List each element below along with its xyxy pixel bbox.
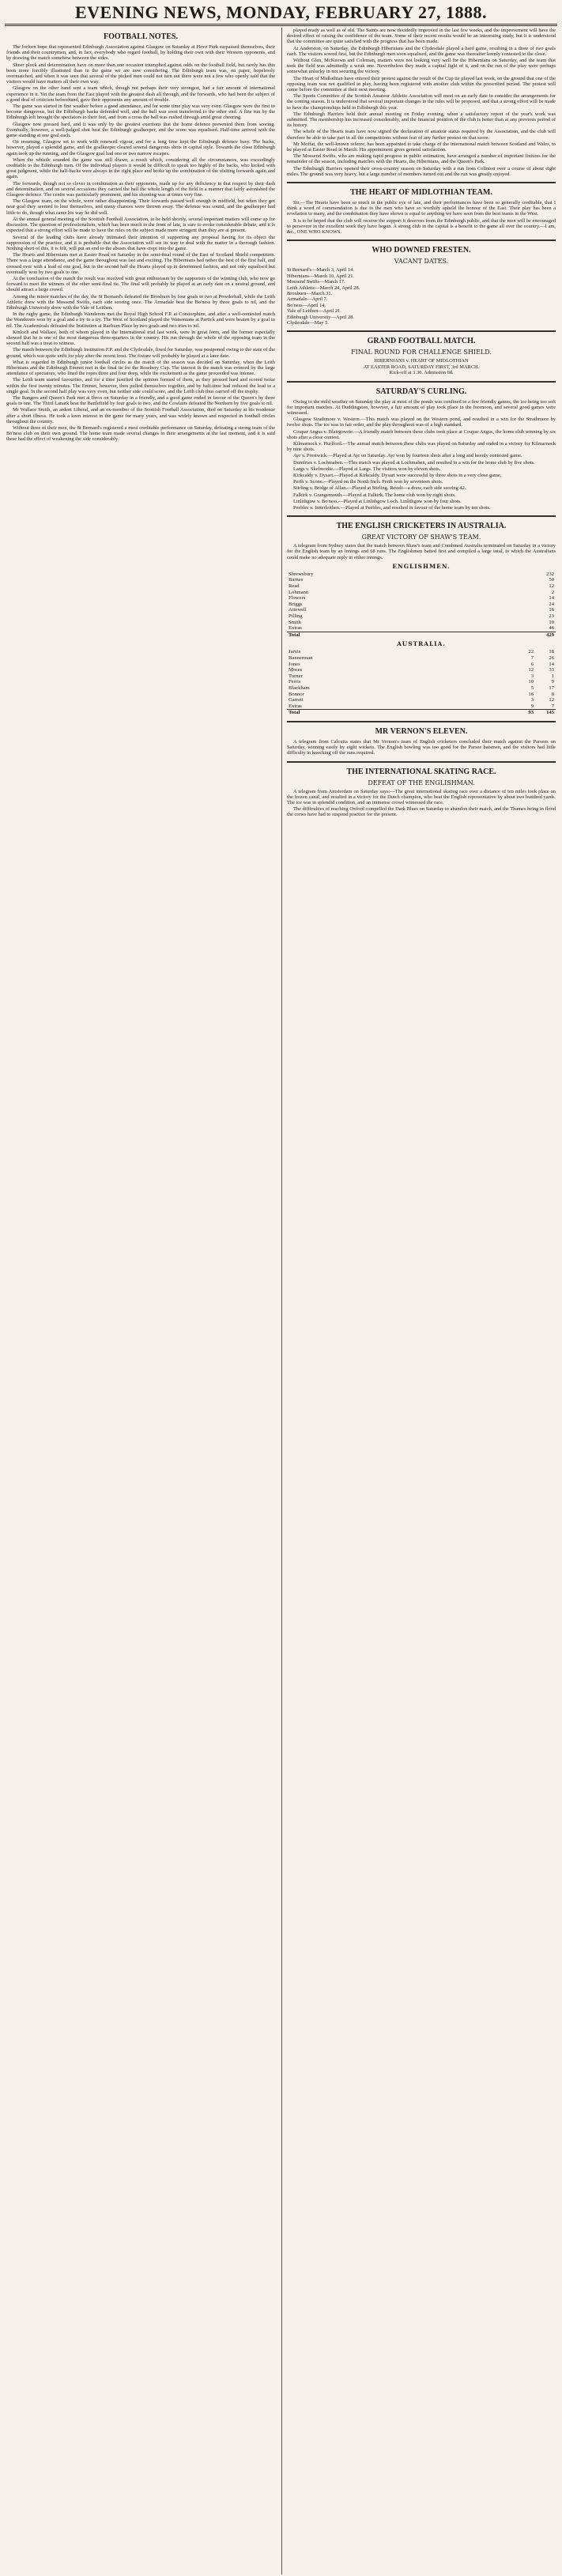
article-paragraph: Dumfries v. Lochmaben.—This match was played at Lochmaben, and resulted in a win for the home club by five shots.	[293, 459, 535, 466]
score-row	[287, 667, 556, 673]
article-paragraph: Among the minor matches of the day, the St Bernard's defeated the Broxburn by four goals to two at Powderhall, while the Leith Athletic drew with the Mossend Swifts, each side scoring once. The Armadale beat the Bo'ness by three goals to nil, and the Edinburgh University drew with the Vale of Leithen.	[6, 293, 275, 311]
player-score: 6	[530, 661, 534, 667]
player-name: Bonnor	[289, 691, 304, 697]
score-row	[287, 673, 556, 680]
player-score: 24	[549, 601, 554, 607]
article-headline: THE INTERNATIONAL SKATING RACE.	[346, 767, 496, 776]
score-row	[287, 595, 556, 602]
player-score: 16	[549, 607, 554, 613]
section-divider	[287, 721, 556, 722]
article-headline: THE HEART OF MIDLOTHIAN TEAM.	[350, 188, 492, 198]
total-label: Total	[287, 632, 535, 638]
article-paragraph: A telegram from Sydney states that the match between Shaw's team and Combined Australia terminated on Saturday in a victory for the English team by an innings and 68 runs. The Englishmen batted first and compiled a large total, to which the Australians could make no adequate reply in either innings.	[287, 543, 556, 560]
score-row	[287, 577, 556, 583]
article-paragraph: The Heart of Midlothian have entered their protest against the result of the Cup tie played last week, on the ground that one of the opposing team was not qualified to play, having been registered with another club within the prescribed period. The protest will come before the committee at their next meeting.	[287, 75, 556, 93]
player-score: 23	[549, 613, 554, 619]
listing-line: Hibernians—March 10, April 21.	[287, 273, 355, 279]
player-score: 14	[549, 595, 554, 602]
article-paragraph: The forlorn hope that represented Edinburgh Association against Glasgow on Saturday at Hove Park surpassed themselves, their friends and their countrymen, and, in fact, everybody who regard football, by holding their own with their Western opponents, and by drawing the match somehow between the sides.	[6, 44, 275, 62]
article-paragraph: Perth v. Scone.—Played on the North Inch. Perth won by seventeen shots.	[293, 479, 443, 485]
section-divider	[287, 239, 556, 241]
player-name: Garrett	[289, 697, 304, 703]
total-label: Total	[287, 710, 515, 716]
player-name: Extras	[289, 625, 302, 632]
article-paragraph: Owing to the mild weather on Saturday the play at most of the ponds was confined to a few friendly games, the ice being too soft for important matches. At Duddingston, however, a fair amount of play took place in the forenoon, and several good games were witnessed.	[287, 398, 556, 416]
article-headline: MR VERNON'S ELEVEN.	[375, 726, 468, 736]
total-value: 145	[535, 710, 556, 716]
article-paragraph: Without Glen, McKeown and Coleman, matters were not looking very well for the Hibernians on Saturday, and the team that took the field was admittedly a weak one. Nevertheless they made a capital fight of it, and on the run of the play were perhaps somewhat unlucky in not securing the victory.	[287, 58, 556, 75]
player-name: Extras	[289, 703, 302, 709]
england-score-block	[287, 563, 556, 639]
player-name: Ferris	[289, 679, 301, 685]
player-score: 2	[551, 589, 554, 595]
article-paragraph: played ready as well as of old. The Saints are now decidedly improved in the last few weeks, and the improvement will have the desired effect of raising the confidence of the team. Some of their recent results would be an interesting study, but it is understood that the committee are quite satisfied with the progress that has been made.	[287, 28, 556, 45]
score-row	[287, 649, 556, 655]
player-score: 18	[549, 649, 554, 655]
player-score: 12	[549, 697, 554, 703]
article-paragraph: Stirling v. Bridge of Allan.—Played at Stirling. Result—a draw, each side scoring 42.	[293, 485, 466, 492]
article-paragraph: At the conclusion of the match the result was received with great enthusiasm by the supporters of the winning club, who now go forward to meet the winners of the other semi-final tie. The final will probably be played at an early date on a neutral ground, and should attract a large crowd.	[6, 275, 275, 293]
article-subhead: VACANT DATES.	[394, 258, 449, 266]
score-row	[287, 571, 556, 578]
article-paragraph: It is to be hoped that the club will receive the support it deserves from the Edinburgh public, and that the men will be encouraged to persevere in the excellent work they have begun. A strong club in the capital is a benefit to the game all over the country.—I am, &c., ONE WHO KNOWS.	[287, 217, 556, 236]
article-paragraph: Glasgow now pressed hard, and it was only by the greatest exertions that the home defence prevented them from scoring. Eventually, however, a well-judged shot beat the Edinburgh goalkeeper, and the score was equalised. Half-time arrived with the game standing at one goal each.	[6, 121, 275, 139]
australia-score-block	[287, 640, 556, 716]
score-row	[287, 692, 556, 698]
article-paragraph: Coupar Angus v. Blairgowrie.—A friendly match between these clubs took place at Coupar Angus, the home club winning by six shots after a close contest.	[287, 428, 556, 440]
article-paragraph: The Glasgow team, on the whole, were rather disappointing. Their forwards passed well enough in midfield, but when they got near goal they seemed to lose themselves, and many chances were thrown away. The defence was sound, and the goalkeeper had little to do, though what came his way he did well.	[6, 198, 275, 216]
article-headline: GRAND FOOTBALL MATCH.	[367, 337, 476, 346]
player-score: 50	[549, 577, 554, 583]
article-paragraph: Without three of their men, the St Bernard's registered a most creditable performance on Saturday, defeating a strong team of the Bo'ness club on their own ground. The home team made several changes in their arrangements at the last moment, and it is said these had the effect of weakening the side considerably.	[6, 425, 275, 443]
player-name: Briggs	[289, 601, 303, 607]
article-paragraph: The match between the Edinburgh Institution F.P. and the Clydesdale, fixed for Saturday, was postponed owing to the state of the ground, which was quite unfit for play after the recent frost. The fixture will probably be played at a later date.	[6, 347, 275, 359]
article-headline: THE ENGLISH CRICKETERS IN AUSTRALIA.	[336, 522, 507, 531]
columns	[5, 28, 557, 2574]
listing-line: Bo'ness—April 14.	[287, 302, 326, 308]
player-name: Blackham	[289, 685, 310, 691]
player-score: 26	[549, 654, 554, 661]
england-team-label: ENGLISHMEN.	[392, 562, 451, 570]
player-name: Bannerman	[289, 654, 313, 661]
article-paragraph: Ayr v. Prestwick.—Played at Ayr on Saturday. Ayr won by fourteen shots after a long and keenly contested game.	[293, 453, 522, 459]
england-score-table	[287, 571, 556, 639]
australia-team-label: AUSTRALIA.	[397, 640, 446, 648]
australia-score-table	[287, 649, 556, 716]
player-score: 12	[549, 583, 554, 590]
player-score: 1	[551, 673, 554, 679]
player-score: 9	[551, 679, 554, 685]
article-paragraph: Kirkcaldy v. Dysart.—Played at Kirkcaldy. Dysart were successful by three shots in a very close game.	[293, 473, 502, 479]
listing-line: HIBERNIANS v. HEART OF MIDLOTHIAN	[374, 358, 469, 364]
listing-line: Mossend Swifts—March 17.	[287, 279, 345, 285]
listing-line: St Bernard's—March 3, April 14.	[287, 267, 354, 273]
article-subhead: FINAL ROUND FOR CHALLENGE SHIELD.	[351, 349, 492, 356]
article-paragraph: Glasgow Strathmore v. Western.—This match was played on the Western pond, and resulted in a win for the Strathmore by twelve shots. The ice was in fair order, and the play throughout was of a high standard.	[287, 417, 556, 428]
section-divider	[287, 330, 556, 332]
article-paragraph: At Anderston, on Saturday, the Edinburgh Hibernians and the Clydesdale played a hard game, resulting in a draw of two goals each. The visitors scored first, but the Edinburgh men soon equalised, and the game was thereafter keenly contested to the close.	[287, 45, 556, 57]
score-row	[287, 602, 556, 608]
article-paragraph: Peebles v. Innerleithen.—Played at Peebles, and resulted in favour of the home team by ten shots.	[293, 505, 491, 511]
score-row	[287, 685, 556, 692]
article-paragraph: The Edinburgh Harriers held their annual meeting on Friday evening, when a satisfactory report of the year's work was submitted. The membership has increased considerably, and the financial position of the club is better than at any previous period of its history.	[287, 111, 556, 129]
player-name: Jones	[289, 661, 300, 667]
player-name: Lohmann	[289, 589, 309, 595]
listing	[287, 267, 556, 326]
article-paragraph: Largs v. Skelmorlie.—Played at Largs. The visitors won by eleven shots.	[293, 466, 441, 472]
article-paragraph: On resuming, Glasgow set to work with renewed vigour, and for a long time kept the Edinburgh defence busy. The backs, however, played a splendid game, and the goalkeeper cleared several dangerous shots in capital style. Towards the close Edinburgh again took up the running, and the Glasgow goal had one or two narrow escapes.	[6, 139, 275, 157]
article-paragraph: A telegram from Calcutta states that Mr Vernon's team of English cricketers concluded their match against the Parsees on Saturday, winning easily by eight wickets. The English bowling was too good for the Parsee batsmen, and the visitors had little difficulty in knocking off the runs required.	[287, 738, 556, 756]
column-left	[5, 28, 277, 2574]
player-name: Smith	[289, 619, 301, 625]
article-subhead: GREAT VICTORY OF SHAW'S TEAM.	[361, 534, 481, 541]
article-paragraph: The difficulties of reaching Oxford compelled the Dark Blues on Saturday to abandon their match, and the Thames being in flood the crews have had to suspend practice for the present.	[287, 806, 556, 818]
listing-line: Vale of Leithen—April 21.	[287, 308, 341, 315]
player-name: Moses	[289, 667, 303, 673]
article-paragraph: Linlithgow v. Bo'ness.—Played at Linlithgow Loch. Linlithgow won by four shots.	[293, 498, 462, 504]
player-score: 7	[530, 654, 534, 661]
player-score: 7	[551, 703, 554, 709]
score-row	[287, 607, 556, 613]
total-value: 429	[535, 632, 556, 638]
article-paragraph: Sheer pluck and determination have on more than one occasion triumphed against odds on the football field, but rarely has this been more forcibly illustrated than in the game we are now considering. The Edinburgh team was, on paper, hopelessly overmatched, and when it was seen that several of the picked men could not turn out there were not a few who openly said that the visitors would have matters all their own way.	[6, 62, 275, 85]
score-row	[287, 679, 556, 685]
score-row	[287, 613, 556, 620]
article-headline: FOOTBALL NOTES.	[104, 32, 178, 41]
article-paragraph: The game was started in fine weather before a good attendance, and for some time play was very even. Glasgow were the first to become dangerous, but the Edinburgh backs defended well, and the ball was soon transferred to the other end. A fine run by the Edinburgh left brought the spectators to their feet, and from a cross the ball was rushed through amid great cheering.	[6, 104, 275, 121]
article-paragraph: A telegram from Amsterdam on Saturday says:—The great international skating race over a distance of ten miles took place on the frozen canal, and resulted in a victory for the Dutch champion, who beat the English representative by about two hundred yards. The ice was in splendid condition, and an immense crowd witnessed the race.	[287, 788, 556, 805]
article-paragraph: Mr Moffat, the well-known referee, has been appointed to take charge of the international match between Scotland and Wales, to be played at Easter Road in March. His appointment gives general satisfaction.	[287, 141, 556, 153]
score-row	[287, 655, 556, 662]
article-paragraph: The Edinburgh Harriers opened their cross-country season on Saturday with a run from Colinton over a course of about eight miles. The ground was very heavy, but a large number of members turned out and the run was greatly enjoyed.	[287, 165, 556, 177]
listing-line: Edinburgh University—April 28.	[287, 314, 354, 320]
player-score: 17	[549, 685, 554, 691]
article-paragraph: At the annual general meeting of the Scottish Football Association, to be held shortly, several important matters will come up for discussion. The question of professionalism, which has been much to the front of late, is sure to evoke considerable debate, and it is expected that a strong effort will be made to have the rules on the subject made more stringent than they are at present.	[6, 216, 275, 234]
masthead-rule	[5, 24, 557, 26]
player-score: 46	[549, 625, 554, 632]
article-headline: WHO DOWNED FRESTEN.	[372, 246, 471, 255]
article-paragraph: Glasgow on the other hand sent a team which, though not perhaps their very strongest, had a fair amount of international experience in it. Yet the team from the East played with the greatest dash all through, and the forwards, who had been the subject of a good deal of criticism beforehand, gave their opponents any amount of trouble.	[6, 85, 275, 103]
listing	[287, 358, 556, 375]
listing-line: Armadale—April 7.	[287, 296, 328, 303]
listing-line: AT EASTER ROAD, SATURDAY FIRST, 3rd MARCH.	[363, 364, 480, 370]
player-name: Pilling	[289, 613, 303, 619]
article-paragraph: The Sports Committee of the Scottish Amateur Athletic Association will meet on an early date to consider the arrangements for the coming season. It is understood that several important changes in the rules will be proposed, and that a strong effort will be made to have the championships held in Edinburgh this year.	[287, 93, 556, 111]
score-row	[287, 590, 556, 596]
column-right	[281, 28, 557, 2574]
player-name: Flowers	[289, 595, 306, 602]
score-row	[287, 620, 556, 626]
section-divider	[287, 761, 556, 763]
listing-line: Clydesdale—May 5.	[287, 319, 329, 326]
article-paragraph: In the rugby game, the Edinburgh Wanderers met the Royal High School F.P. at Corstorphine, and after a well-contested match the Wanderers won by a goal and a try to a try. The West of Scotland played the Watsonians at Partick and were beaten by a goal to nil. The Academicals defeated the Institution at Raeburn Place by two goals and two tries to nil.	[6, 311, 275, 329]
article-paragraph: Kinloch and Wallace, both of whom played in the International trial last week, were in great form, and the former especially showed that he is one of the most dangerous three-quarters in the country. His run through the whole of the opposing team in the second half was a treat to witness.	[6, 329, 275, 347]
player-name: Read	[289, 583, 300, 590]
section-divider	[287, 381, 556, 383]
article-paragraph: The forwards, though not so clever in combination as their opponents, made up for any deficiency in that respect by their dash and determination, and on several occasions they carried the ball the whole length of the field in a manner that fairly astonished the Glasgow defence. The centre was particularly prominent, and his shooting was at times very fine.	[6, 180, 275, 198]
article-paragraph: The Leith team started favourites, and for a time justified the opinion formed of them, as they pressed hard and scored twice within the first twenty minutes. The Emmet, however, then pulled themselves together, and by half-time had reduced the lead to a single goal. In the second half play was very even, but neither side could score, and the Leith club thus carried off the trophy.	[6, 377, 275, 394]
player-score: 5	[530, 685, 534, 691]
article-paragraph: The whole of the Hearts team have now signed the declaration of amateur status required by the Association, and the club will therefore be able to take part in all the competitions without fear of any further protest on that score.	[287, 129, 556, 141]
score-row	[287, 625, 556, 632]
total-value: 93	[515, 710, 535, 716]
article-paragraph: When the whistle sounded the game was still drawn, a result which, considering all the circumstances, was exceedingly creditable to the Edinburgh men. Of the individual players it would be difficult to speak too highly of the backs, who kicked with great judgment, while the half-backs were always in the right place and broke up the combination of the visiting forwards again and again.	[6, 157, 275, 180]
player-name: Jarvis	[289, 649, 301, 655]
listing-line: Kick-off at 3.30. Admission 6d.	[389, 370, 454, 376]
listing-line: Broxburn—March 31.	[287, 290, 333, 296]
score-row	[287, 703, 556, 710]
score-total-row	[287, 710, 556, 716]
player-name: Barnes	[289, 577, 304, 583]
player-score: 12	[528, 667, 534, 673]
player-score: 16	[528, 691, 534, 697]
score-row	[287, 583, 556, 590]
player-score: 3	[530, 697, 534, 703]
player-score: 8	[551, 691, 554, 697]
listing-line: Leith Athletic—March 24, April 28.	[287, 285, 360, 291]
player-score: 22	[528, 649, 534, 655]
player-name: Attewell	[289, 607, 307, 613]
player-score: 9	[530, 703, 534, 709]
player-score: 3	[530, 673, 534, 679]
player-name: Shrewsbury	[289, 571, 314, 577]
section-divider	[287, 515, 556, 517]
section-divider	[287, 182, 556, 183]
score-row	[287, 662, 556, 668]
masthead: EVENING NEWS, MONDAY, FEBRUARY 27, 1888.	[74, 2, 487, 22]
score-row	[287, 697, 556, 703]
player-score: 14	[549, 661, 554, 667]
player-score: 10	[549, 619, 554, 625]
article-paragraph: Sir,—The Hearts have been so much in the public eye of late, and their performances have been so generally creditable, that I think a word of commendation is due to the men who have so worthily upheld the honour of the East. Their play has been a revelation to many, and the combination they have shown is equal to anything we have seen from the best teams in the West.	[287, 200, 556, 217]
article-paragraph: The Mossend Swifts, who are making rapid progress in public estimation, have arranged a number of important fixtures for the remainder of the season, including matches with the Hearts, the Hibernians, and the Queen's Park.	[287, 153, 556, 165]
article-paragraph: Several of the leading clubs have already intimated their intention of supporting any proposal having for its object the suppression of the practice, and it is probable that the Association will see its way to deal with the matter in a thorough fashion. Nothing short of this, it is felt, will put an end to the abuses that have crept into the game.	[6, 234, 275, 251]
player-score: 10	[528, 679, 534, 685]
player-score: 232	[546, 571, 554, 577]
article-paragraph: Mr Wallace Smith, an ardent Liberal, and an ex-member of the Scottish Football Association, died on Saturday at his residence after a short illness. He took a keen interest in the game for many years, and was widely known and respected in football circles throughout the country.	[6, 407, 275, 424]
player-score: 33	[549, 667, 554, 673]
article-headline: SATURDAY'S CURLING.	[375, 387, 467, 396]
article-paragraph: Falkirk v. Grangemouth.—Played at Falkirk. The home club won by eight shots.	[293, 492, 456, 498]
article-paragraph: The Hearts and Hibernians met at Easter Road on Saturday in the semi-final round of the East of Scotland Shield competition. There was a large attendance, and the game throughout was fast and exciting. The Hibernians had rather the best of the first half, and crossed over with a lead of one goal, but in the second half the Hearts played up in determined fashion, and not only equalised but eventually won by two goals to one.	[6, 252, 275, 275]
article-paragraph: The Rangers and Queen's Park met at Ibrox on Saturday in a friendly, and a good game ended in favour of the Queen's by three goals to one. The Third Lanark beat the Battlefield by four goals to two, and the Cowlairs defeated the Northern by five goals to nil.	[6, 394, 275, 407]
article-paragraph: What is regarded in Edinburgh junior football circles as the match of the season was decided on Saturday, when the Leith Hibernians and the Edinburgh Emmet met in the final tie for the Rosebery Cup. The interest in the match was evinced by the large attendance of spectators, who lined the ropes three and four deep, while the excitement as the game proceeded was intense.	[6, 359, 275, 377]
article-paragraph: Kilmarnock v. Hurlford.—The annual match between these clubs was played on Saturday and ended in a victory for Kilmarnock by nine shots.	[287, 441, 556, 453]
score-total-row	[287, 632, 556, 638]
player-name: Turner	[289, 673, 303, 679]
article-subhead: DEFEAT OF THE ENGLISHMAN.	[368, 779, 475, 786]
